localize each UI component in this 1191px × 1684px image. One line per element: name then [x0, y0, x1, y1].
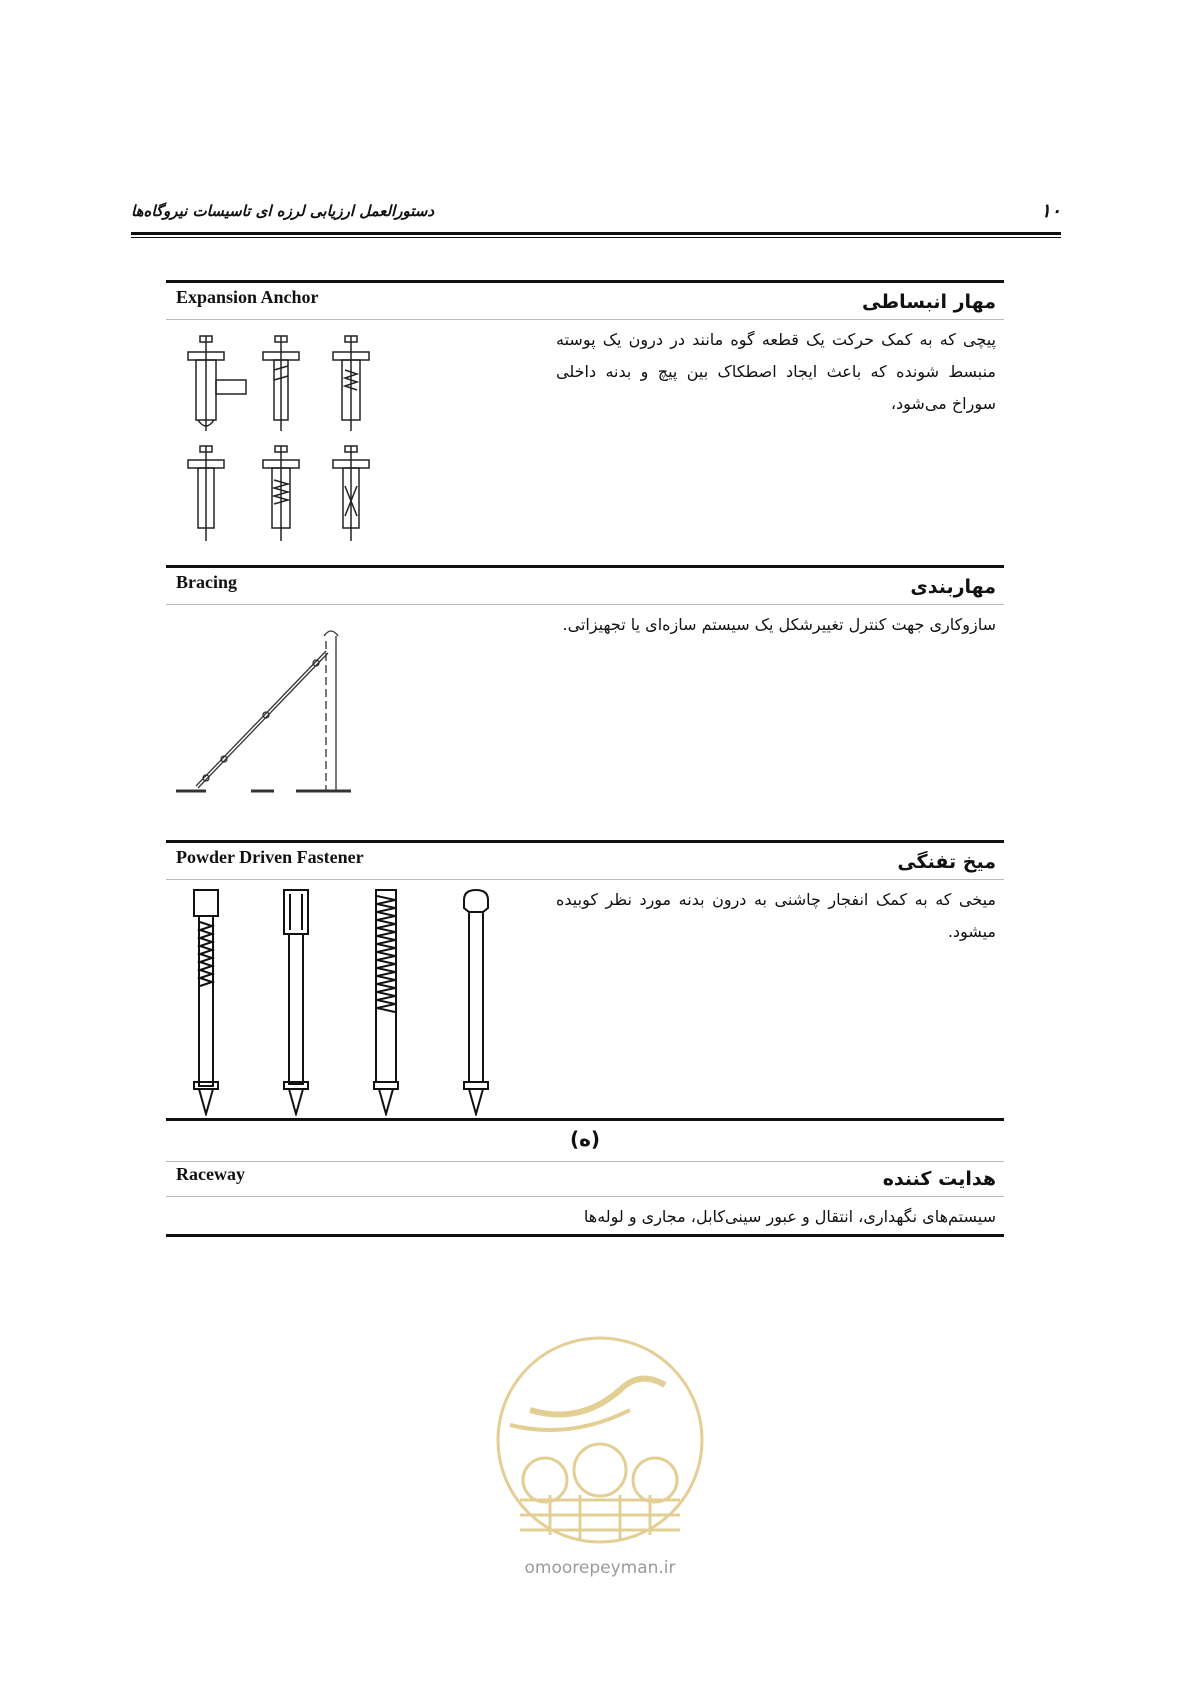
- watermark-url: omoorepeyman.ir: [524, 1558, 676, 1578]
- section-caption-row: [166, 1118, 1004, 1162]
- powder-fastener-figure: [176, 886, 506, 1116]
- term-persian: مهار انبساطی: [862, 291, 996, 313]
- term-definition: پیچی که به کمک حرکت یک قطعه گوه مانند در درون یک پوسته منبسط شونده که باعث ایجاد اصطکاک بین پیچ و بدنه داخلی سوراخ می‌شود،: [556, 330, 996, 413]
- term-persian: میخ تفنگی: [897, 851, 996, 873]
- entry-head: [166, 1160, 1004, 1197]
- term-english: Raceway: [176, 1164, 245, 1184]
- bracing-figure: [176, 611, 376, 801]
- watermark: [490, 1330, 710, 1590]
- term-english: Expansion Anchor: [176, 287, 319, 307]
- entry-body: [166, 320, 1004, 565]
- entry-body: [166, 880, 1004, 1118]
- term-persian: مهاربندی: [910, 576, 996, 598]
- page-header: [131, 200, 1061, 224]
- entry-head: [166, 283, 1004, 320]
- expansion-anchor-figure: [176, 326, 376, 556]
- header-title: دستورالعمل ارزیابی لرزه ای تاسیسات نیروگاه‌ها: [131, 202, 435, 220]
- term-english: Bracing: [176, 572, 237, 592]
- entry-body: [166, 1197, 1004, 1233]
- entry-head: [166, 568, 1004, 605]
- term-english: Powder Driven Fastener: [176, 847, 364, 867]
- term-definition: سازوکاری جهت کنترل تغییرشکل یک سیستم سازه‌ای یا تجهیزاتی.: [562, 615, 996, 634]
- header-rule-thin: [131, 237, 1061, 238]
- page-number: ۱۰: [1040, 200, 1061, 222]
- glossary-entry-raceway: [166, 1160, 1004, 1233]
- entry-head: [166, 843, 1004, 880]
- term-persian: هدایت کننده: [882, 1168, 996, 1190]
- glossary-entry-bracing: [166, 565, 1004, 840]
- table-bottom-rule: [166, 1234, 1004, 1237]
- omoore-peyman-logo-icon: [490, 1330, 710, 1550]
- glossary-entry-expansion-anchor: [166, 280, 1004, 565]
- entry-body: [166, 605, 1004, 840]
- glossary-entry-powder-driven-fastener: [166, 840, 1004, 1118]
- header-rule: [131, 232, 1061, 235]
- term-definition: میخی که به کمک انفجار چاشنی به درون بدنه مورد نظر کوبیده میشود.: [556, 890, 996, 941]
- term-definition: سیستم‌های نگهداری، انتقال و عبور سینی‌کابل، مجاری و لوله‌ها: [583, 1207, 996, 1226]
- section-caption: (ه): [569, 1127, 601, 1151]
